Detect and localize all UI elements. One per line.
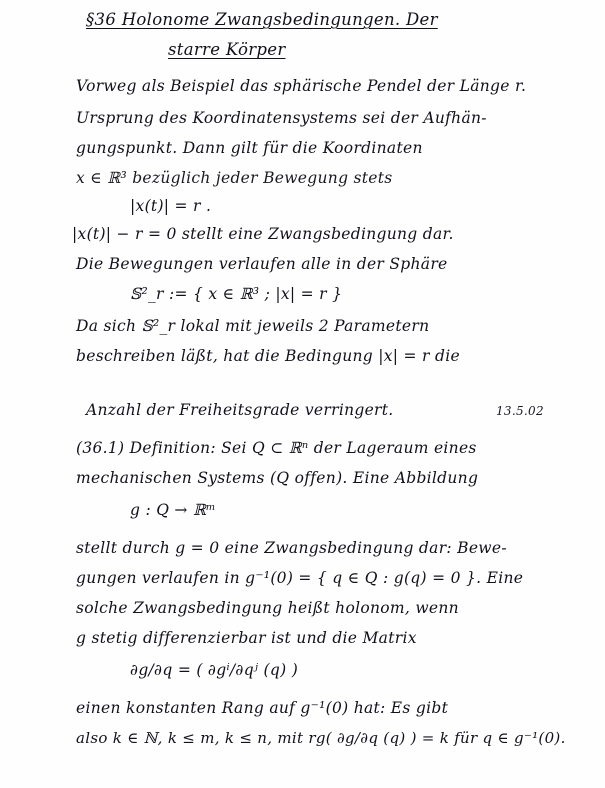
body-line-19-jacobian: ∂g/∂q = ( ∂gⁱ/∂qʲ (q) ) — [130, 661, 299, 679]
body-line-11: Anzahl der Freiheitsgrade verringert. — [86, 401, 394, 419]
body-line-6: |x(t)| − r = 0 stellt eine Zwangsbedingung dar. — [72, 225, 454, 243]
body-line-8-sphere-def: 𝕊²_r := { x ∈ ℝ³ ; |x| = r } — [130, 285, 343, 303]
body-line-18: g stetig differenzierbar ist und die Matrix — [76, 629, 417, 647]
body-line-13: mechanischen Systems (Q offen). Eine Abbildung — [76, 469, 479, 487]
body-line-4: x ∈ ℝ³ bezüglich jeder Bewegung stets — [76, 169, 393, 187]
body-line-10: beschreiben läßt, hat die Bedingung |x| = r die — [76, 347, 460, 365]
margin-date: 13.5.02 — [496, 404, 544, 418]
body-line-16: gungen verlaufen in g⁻¹(0) = { q ∈ Q : g(q) = 0 }. Eine — [76, 569, 524, 587]
body-line-7: Die Bewegungen verlaufen alle in der Sphäre — [76, 255, 448, 273]
body-line-9: Da sich 𝕊²_r lokal mit jeweils 2 Parametern — [76, 317, 430, 335]
definition-heading-line: (36.1) Definition: Sei Q ⊂ ℝⁿ der Lageraum eines — [76, 439, 477, 457]
page-title-line-1: §36 Holonome Zwangsbedingungen. Der — [86, 10, 438, 29]
body-line-20: einen konstanten Rang auf g⁻¹(0) hat: Es gibt — [76, 699, 449, 717]
body-line-5-equation: |x(t)| = r . — [130, 197, 212, 215]
body-line-14-map: g : Q → ℝᵐ — [130, 501, 216, 519]
body-line-1: Vorweg als Beispiel das sphärische Pendel der Länge r. — [76, 77, 527, 95]
page-title-line-2: starre Körper — [168, 40, 286, 59]
body-line-2: Ursprung des Koordinatensystems sei der Aufhän- — [76, 109, 487, 127]
body-line-21: also k ∈ ℕ, k ≤ m, k ≤ n, mit rg( ∂g/∂q (q) ) = k für q ∈ g⁻¹(0). — [76, 729, 566, 747]
body-line-15: stellt durch g = 0 eine Zwangsbedingung dar: Bewe- — [76, 539, 507, 557]
body-line-17: solche Zwangsbedingung heißt holonom, wenn — [76, 599, 459, 617]
body-line-3: gungspunkt. Dann gilt für die Koordinaten — [76, 139, 423, 157]
